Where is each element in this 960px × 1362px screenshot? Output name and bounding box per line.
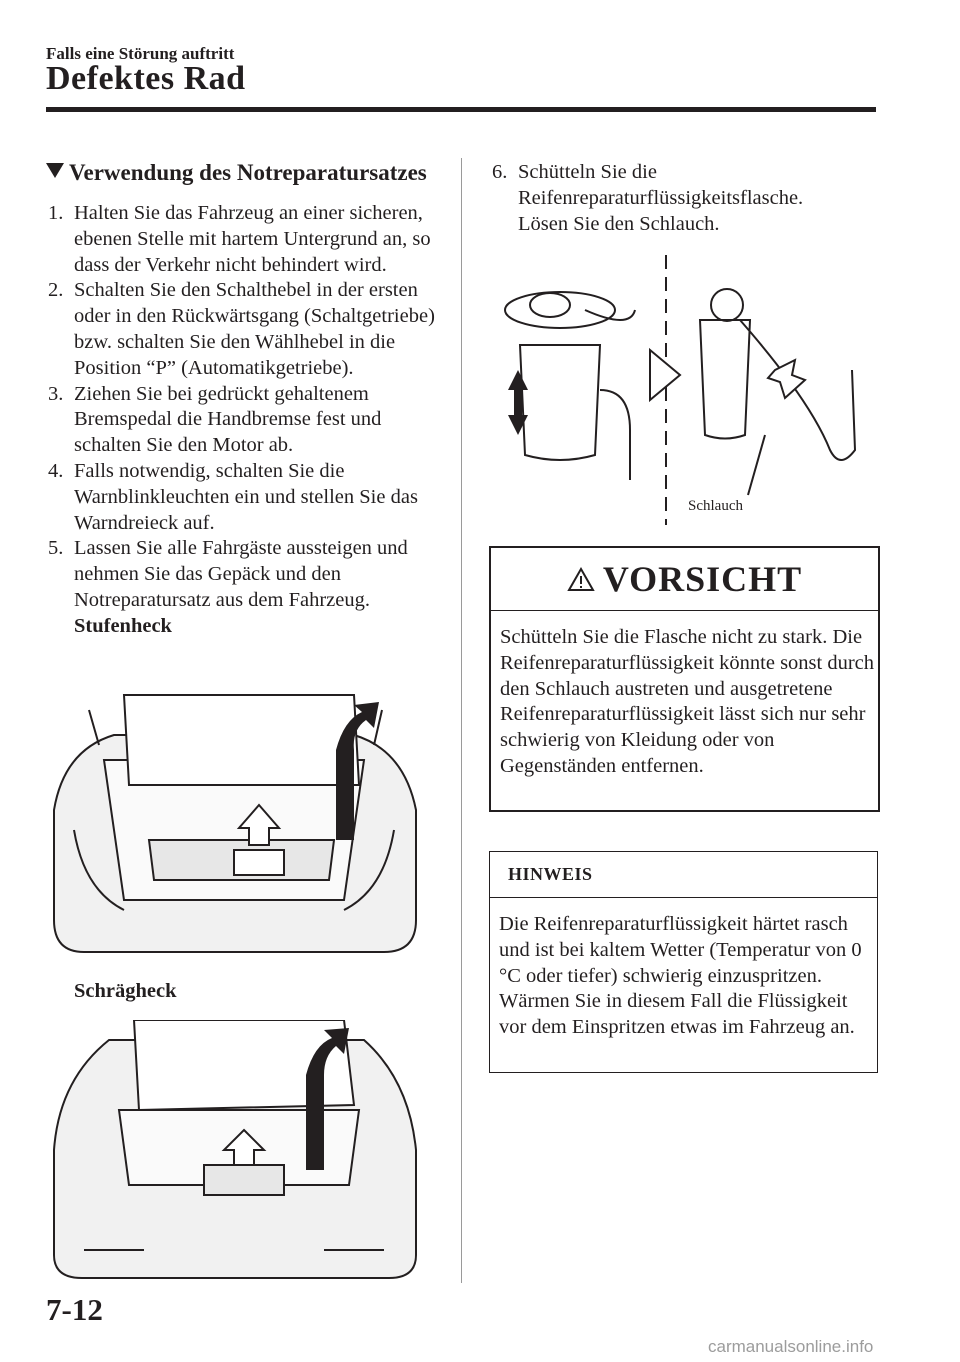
step-5 bbox=[46, 536, 446, 613]
caution-header bbox=[491, 548, 878, 611]
step-6 bbox=[490, 160, 890, 237]
caution-box bbox=[489, 546, 880, 812]
triangle-bullet-icon bbox=[46, 163, 64, 178]
step-text: Halten Sie das Fahrzeug an einer sicheren, ebenen Stelle mit hartem Untergrund an, so dass der Verkehr nicht behindert wird. bbox=[74, 202, 431, 276]
watermark: carmanualsonline.info bbox=[708, 1337, 874, 1356]
page-title: Defektes Rad bbox=[46, 60, 246, 97]
section-heading-text: Verwendung des Notreparatursatzes bbox=[69, 160, 427, 185]
step-number: 4. bbox=[48, 459, 64, 482]
caution-text: Schütteln Sie die Flasche nicht zu stark. Die Reifenreparaturflüssigkeit könnte sonst durch den Schlauch austreten und ausgetretene Reifenreparaturflüssigkeit lässt sich nur sehr schwierig von Kleidung oder von Gegenständen entfernen. bbox=[500, 626, 875, 777]
note-box bbox=[489, 851, 878, 1073]
note-heading: HINWEIS bbox=[490, 852, 877, 898]
section-heading bbox=[46, 160, 427, 186]
step-text-line3: Lösen Sie den Schlauch. bbox=[518, 212, 720, 235]
caution-heading: VORSICHT bbox=[602, 559, 803, 599]
step-text: Schalten Sie den Schalthebel in der ersten oder in den Rückwärtsgang (Schaltgetriebe) bzw. schalten Sie den Wählhebel in die Position “P” (Automatikgetriebe). bbox=[74, 279, 435, 379]
step-text: Lassen Sie alle Fahrgäste aussteigen und nehmen Sie das Gepäck und den Notreparatursatz aus dem Fahrzeug. bbox=[74, 537, 408, 611]
step-number: 5. bbox=[48, 537, 64, 560]
step-text-line1: Schütteln Sie die bbox=[518, 161, 657, 183]
step-list bbox=[46, 201, 446, 640]
step-number: 3. bbox=[48, 382, 64, 405]
step-4 bbox=[46, 459, 446, 536]
column-divider bbox=[461, 158, 462, 1283]
step-text-line2: Reifenreparaturflüssigkeitsflasche. bbox=[518, 186, 804, 209]
step-3 bbox=[46, 382, 446, 459]
step-1 bbox=[46, 201, 446, 278]
page-number: 7-12 bbox=[46, 1292, 103, 1327]
hatchback-label: Schrägheck bbox=[74, 980, 177, 1002]
sedan-trunk-illustration bbox=[44, 690, 424, 960]
header-rule bbox=[46, 107, 876, 112]
chapter-label: Falls eine Störung auftritt bbox=[46, 44, 235, 63]
note-text: Die Reifenreparaturflüssigkeit härtet rasch und ist bei kaltem Wetter (Temperatur von 0 °C oder tiefer) schwierig einzuspritzen. Wärmen Sie in diesem Fall die Flüssigkeit vor dem Einspritzen etwas im Fahrzeug an. bbox=[499, 913, 862, 1039]
step-text: Falls notwendig, schalten Sie die Warnblinkleuchten ein und stellen Sie das Warndreieck auf. bbox=[74, 459, 418, 534]
step-text: Ziehen Sie bei gedrückt gehaltenem Bremspedal die Handbremse fest und schalten Sie den Motor ab. bbox=[74, 382, 382, 457]
step-number: 1. bbox=[48, 202, 64, 224]
step-number: 6. bbox=[492, 161, 508, 183]
hatchback-trunk-illustration bbox=[44, 1020, 424, 1285]
warning-triangle-icon bbox=[567, 567, 595, 592]
hose-label: Schlauch bbox=[688, 498, 743, 514]
sedan-label: Stufenheck bbox=[74, 614, 172, 637]
step-number: 2. bbox=[48, 279, 64, 302]
step-2 bbox=[46, 278, 446, 381]
bottle-shake-illustration bbox=[490, 250, 880, 530]
